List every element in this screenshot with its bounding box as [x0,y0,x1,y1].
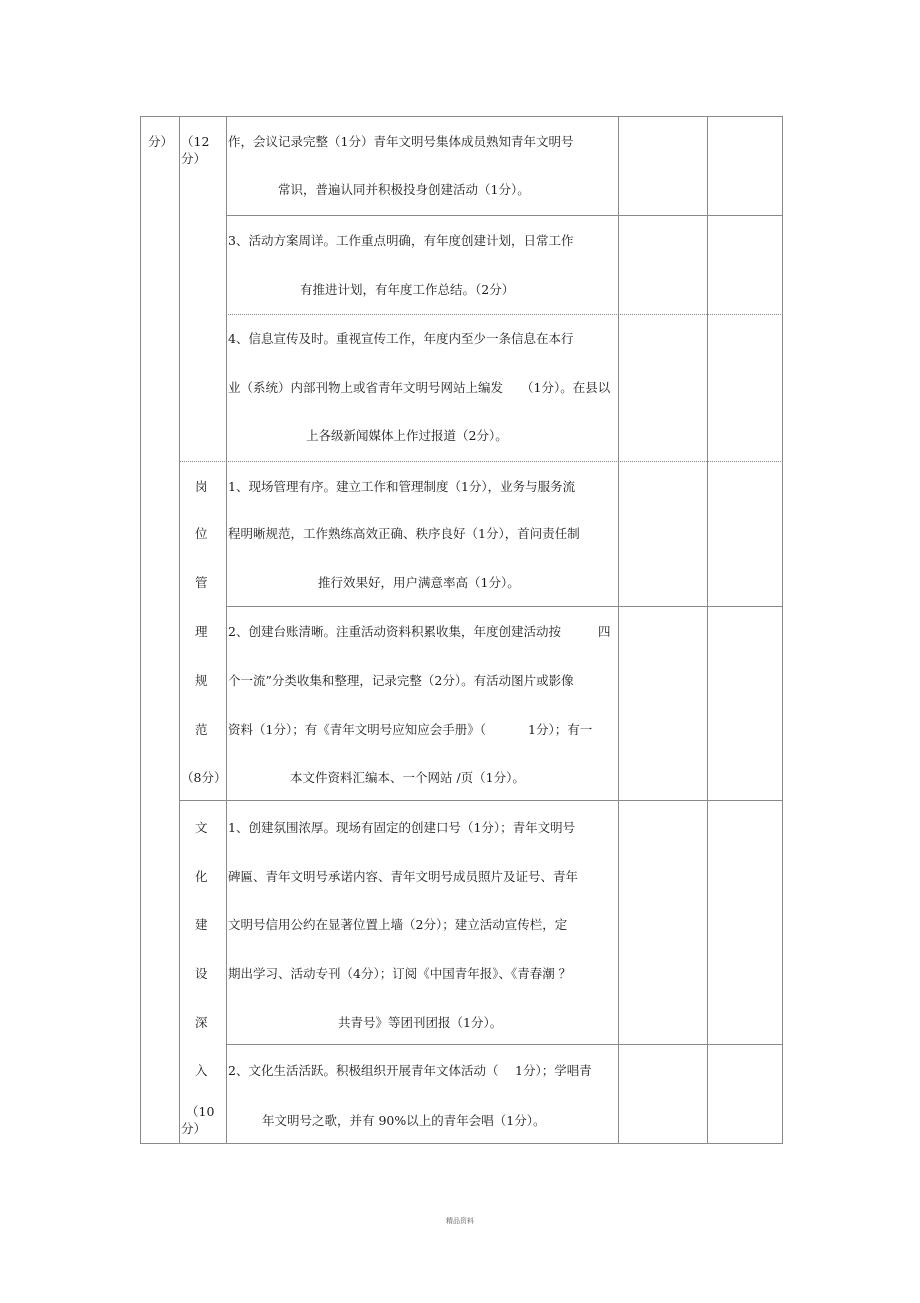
section2-char-2: 位 [195,526,208,541]
row6-line1: 1、创建氛围浓厚。现场有固定的创建口号（1分）；青年文明号 [228,820,576,835]
row3-line1: 4、信息宣传及时。重视宣传工作，年度内至少一条信息在本行 [228,331,574,346]
section3-char-6: 入 [195,1063,208,1078]
col1-text: 分） [148,134,174,149]
section1-score-line1: （12 [181,134,210,149]
row7-line1b: 1分）；学唱青 [515,1063,592,1078]
row3-line2b: （1分）。在县以 [521,380,611,395]
section2-char-3: 管 [195,575,208,590]
row5-line2: 个一流”分类收集和整理，记录完整（2分）。有活动图片或影像 [228,673,574,688]
section2-char-4: 理 [195,624,208,639]
row5-line1a: 2、创建台账清晰。注重活动资料积累收集，年度创建活动按 [228,624,561,639]
row4-line1: 1、现场管理有序。建立工作和管理制度（1分），业务与服务流 [228,479,576,494]
section2-char-1: 岗 [195,479,208,494]
row7-line2: 年文明号之歌，并有 90%以上的青年会唱（1分）。 [262,1113,546,1128]
section2-char-6: 范 [195,722,208,737]
section3-score-line2: 分） [181,1121,207,1136]
section3-char-4: 设 [195,966,208,981]
row4-line3: 推行效果好，用户满意率高（1分）。 [318,575,520,590]
row6-line2: 碑匾、青年文明号承诺内容、青年文明号成员照片及证号、青年 [228,869,579,884]
row6-line5: 共青号》等团刊团报（1分）。 [338,1015,503,1030]
section2-score: （8分） [181,770,227,785]
row1-line2: 常识，普遍认同并积极投身创建活动（1分）。 [278,182,530,197]
row2-line1: 3、活动方案周详。工作重点明确，有年度创建计划，日常工作 [228,233,574,248]
section3-char-3: 建 [195,917,208,932]
section2-char-5: 规 [195,673,208,688]
row5-line3b: 1分）；有一 [528,722,593,737]
row4-line2: 程明晰规范，工作熟练高效正确、秩序良好（1分），首问责任制 [228,526,580,541]
row3-line3: 上各级新闻媒体上作过报道（2分）。 [306,428,508,443]
row5-line1b: 四 [598,624,611,639]
row5-line4: 本文件资料汇编本、一个网站 /页（1分）。 [290,770,525,785]
row1-line1: 作，会议记录完整（1分）青年文明号集体成员熟知青年文明号 [228,134,574,149]
section3-score-line1: （10 [186,1104,215,1119]
section3-char-5: 深 [195,1015,208,1030]
section1-score-line2: 分） [181,151,207,166]
page-footer: 精品资料 [446,1217,474,1225]
row6-line4: 期出学习、活动专刊（4分）；订阅《中国青年报》、《青春潮 ？ [228,966,572,981]
row7-line1a: 2、文化生活活跃。积极组织开展青年文体活动（ [228,1063,499,1078]
row2-line2: 有推进计划，有年度工作总结。（2分） [300,282,515,297]
row5-line3a: 资料（1分）；有《青年文明号应知应会手册》（ [228,722,486,737]
row3-line2a: 业（系统）内部刊物上或省青年文明号网站上编发 [228,380,504,395]
row6-line3: 文明号信用公约在显著位置上墙（2分）；建立活动宣传栏，定 [228,917,568,932]
section3-char-1: 文 [195,820,208,835]
section3-char-2: 化 [195,869,208,884]
